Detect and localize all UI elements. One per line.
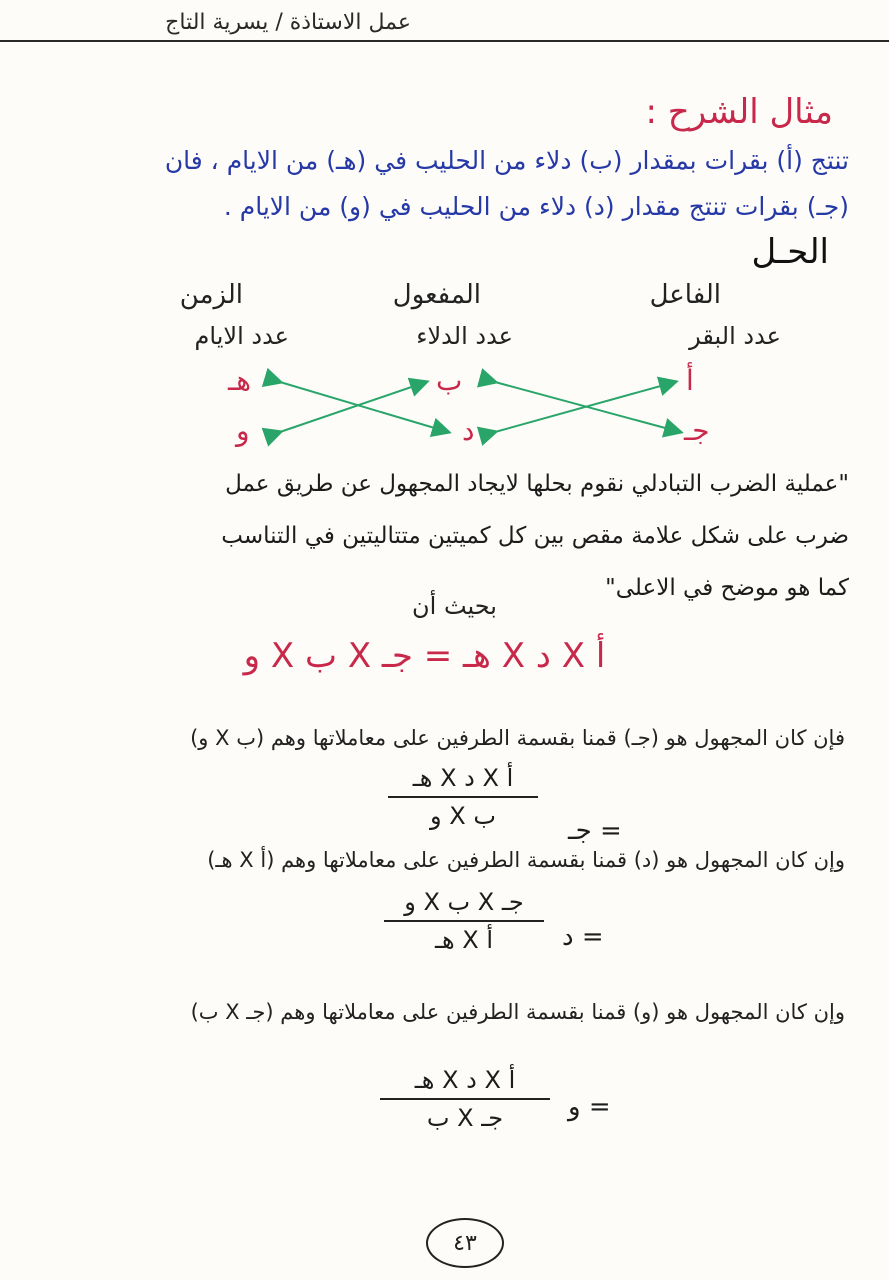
fraction-denominator: جـ X ب — [426, 1104, 504, 1132]
explanation-line-3: كما هو موضح في الاعلى" — [605, 575, 849, 601]
fraction-denominator: ب X و — [430, 802, 496, 830]
column-heading-object: المفعول — [392, 280, 481, 310]
column-heading-subject: الفاعل — [649, 280, 721, 310]
problem-statement-line-2: (جـ) بقرات تنتج مقدار (د) دلاء من الحليب في (و) من الايام . — [223, 192, 849, 221]
fraction-denominator: أ X هـ — [434, 926, 494, 954]
fraction-bar — [384, 920, 544, 922]
case-unknown-d-fraction — [384, 888, 544, 954]
solution-title: الحـل — [751, 232, 829, 272]
case-unknown-jeem-text: فإن كان المجهول هو (جـ) قمنا بقسمة الطرفين على معاملاتها وهم (ب X و) — [190, 726, 845, 750]
var-h: هـ — [228, 364, 251, 397]
fraction-numerator: جـ X ب X و — [404, 888, 524, 916]
case-unknown-w-text: وإن كان المجهول هو (و) قمنا بقسمة الطرفين على معاملاتها وهم (جـ X ب) — [190, 1000, 845, 1024]
var-w: و — [236, 414, 250, 447]
explanation-line-2: ضرب على شكل علامة مقص بين كل كميتين متتاليتين في التناسب — [221, 523, 849, 549]
example-title: مثال الشرح : — [645, 92, 833, 132]
case-unknown-w-result: = و — [568, 1092, 611, 1122]
column-sub-cows: عدد البقر — [689, 322, 781, 350]
fraction-bar — [380, 1098, 550, 1100]
fraction-bar — [388, 796, 538, 798]
column-sub-buckets: عدد الدلاء — [416, 322, 513, 350]
page-header — [0, 0, 889, 48]
var-jeem: جـ — [684, 414, 710, 447]
column-heading-time: الزمن — [179, 280, 243, 310]
case-unknown-d-text: وإن كان المجهول هو (د) قمنا بقسمة الطرفين على معاملاتها وهم (أ X هـ) — [207, 848, 845, 872]
explanation-paragraph — [49, 458, 849, 614]
fraction-numerator: أ X د X هـ — [414, 1066, 516, 1094]
column-sub-days: عدد الايام — [194, 322, 289, 350]
var-d: د — [462, 414, 475, 447]
case-unknown-d-result: = د — [562, 922, 604, 952]
explanation-line-1: "عملية الضرب التبادلي نقوم بحلها لايجاد المجهول عن طريق عمل — [225, 471, 849, 497]
var-b: ب — [436, 364, 463, 397]
page-number: ٤٣ — [426, 1218, 504, 1268]
problem-statement-line-1: تنتج (أ) بقرات بمقدار (ب) دلاء من الحليب في (هـ) من الايام ، فان — [164, 146, 849, 175]
cross-multiplication-diagram — [0, 360, 889, 450]
such-that-label: بحيث أن — [412, 592, 497, 620]
fraction-numerator: أ X د X هـ — [412, 764, 514, 792]
author-header: عمل الاستاذة / يسرية التاج — [165, 10, 411, 35]
arrow-h-to-d — [280, 382, 448, 432]
var-a: أ — [686, 364, 694, 397]
header-divider — [0, 40, 889, 42]
case-unknown-w-fraction — [380, 1066, 550, 1132]
case-unknown-jeem-result: = جـ — [568, 816, 622, 846]
cross-multiplication-equation: أ X د X هـ = جـ X ب X و — [243, 636, 606, 676]
case-unknown-jeem-fraction — [388, 764, 538, 830]
